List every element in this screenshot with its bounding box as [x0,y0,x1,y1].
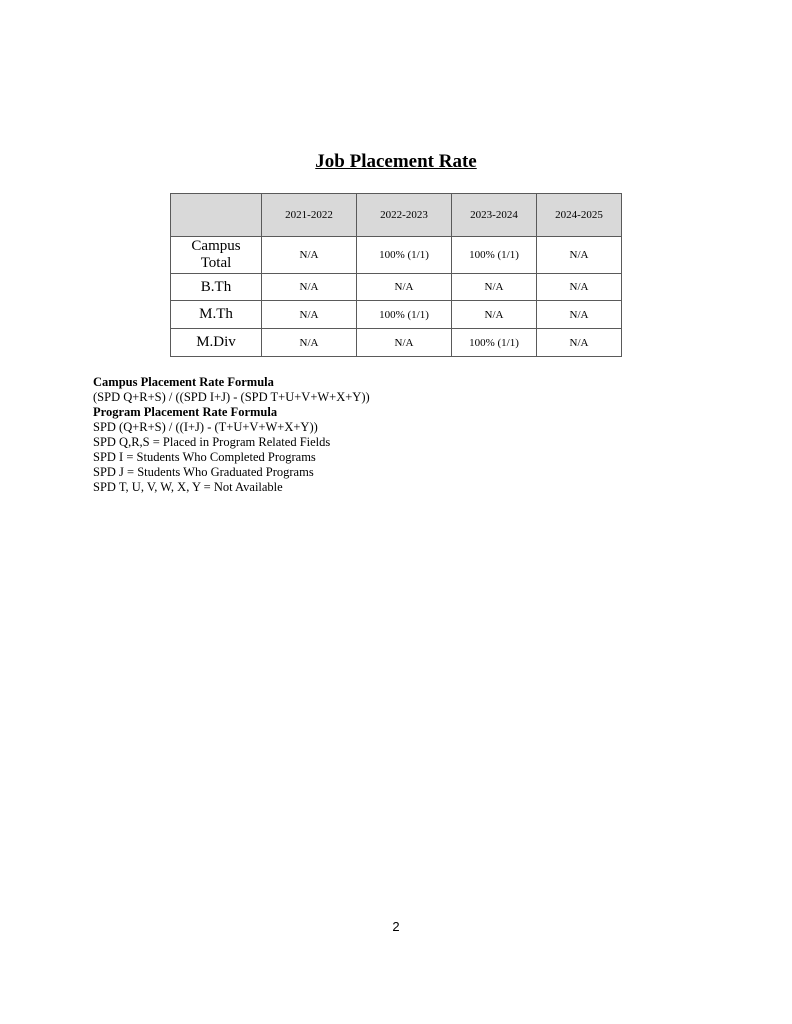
table-cell: N/A [537,329,622,357]
placement-rate-table [170,193,622,357]
table-cell: N/A [537,274,622,301]
formula-notes [93,375,370,495]
campus-formula-heading: Campus Placement Rate Formula [93,375,274,389]
row-header: M.Th [171,301,262,329]
table-cell: N/A [452,301,537,329]
table-cell: 100% (1/1) [357,301,452,329]
row-header [171,237,262,274]
table-row [171,237,622,274]
table-cell: N/A [357,274,452,301]
table-cell: N/A [262,237,357,274]
table-row [171,301,622,329]
legend-completed: SPD I = Students Who Completed Programs [93,450,316,464]
table-cell: N/A [357,329,452,357]
table-corner-cell [171,194,262,237]
table-cell: N/A [262,274,357,301]
table-cell: 100% (1/1) [357,237,452,274]
program-formula-heading: Program Placement Rate Formula [93,405,278,419]
legend-not-available: SPD T, U, V, W, X, Y = Not Available [93,480,283,494]
column-header: 2023-2024 [452,194,537,237]
column-header: 2021-2022 [262,194,357,237]
page-number: 2 [392,919,400,934]
row-header-label: Campus Total [191,238,241,271]
table-cell: N/A [452,274,537,301]
table-cell: N/A [262,301,357,329]
legend-graduated: SPD J = Students Who Graduated Programs [93,465,314,479]
table-cell: N/A [537,237,622,274]
page-title: Job Placement Rate [315,151,477,172]
row-header: B.Th [171,274,262,301]
legend-placed: SPD Q,R,S = Placed in Program Related Fields [93,435,331,449]
table-cell: N/A [262,329,357,357]
table-header-row [171,194,622,237]
campus-formula: (SPD Q+R+S) / ((SPD I+J) - (SPD T+U+V+W+X+Y)) [93,390,370,404]
column-header: 2024-2025 [537,194,622,237]
table-row [171,329,622,357]
table-row [171,274,622,301]
table-cell: 100% (1/1) [452,237,537,274]
table-cell: N/A [537,301,622,329]
table-cell: 100% (1/1) [452,329,537,357]
program-formula: SPD (Q+R+S) / ((I+J) - (T+U+V+W+X+Y)) [93,420,318,434]
column-header: 2022-2023 [357,194,452,237]
row-header: M.Div [171,329,262,357]
